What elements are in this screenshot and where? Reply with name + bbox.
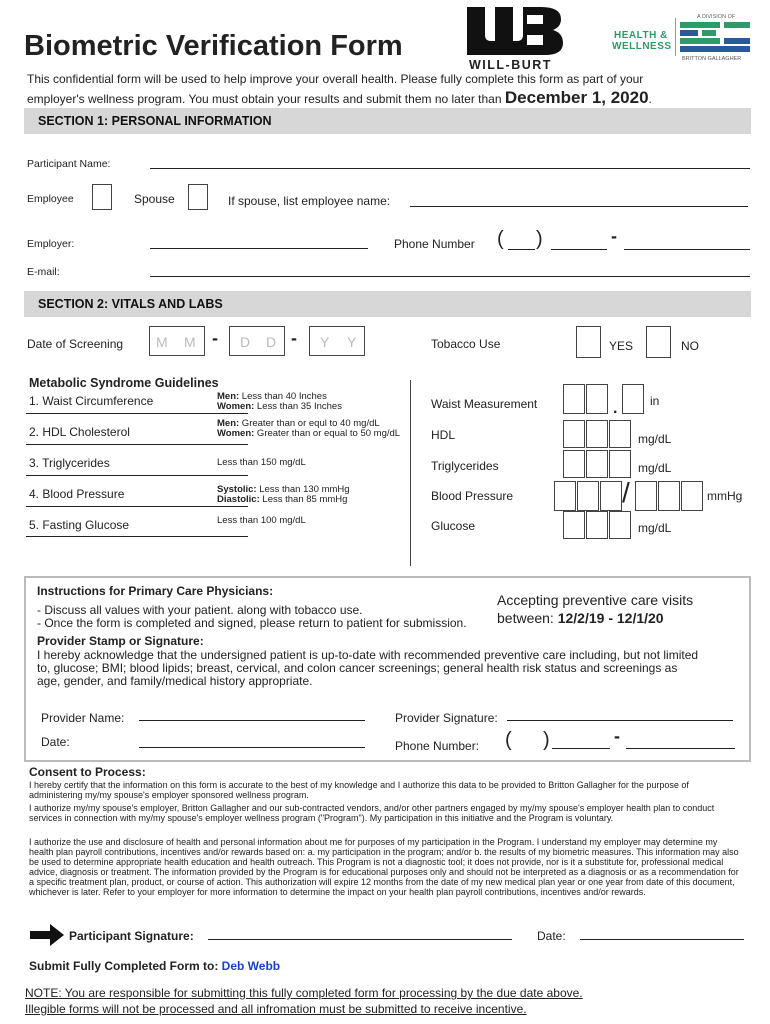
- hdl-men-prefix: Men:: [217, 418, 240, 429]
- hw-mark-icon: [680, 22, 750, 54]
- arrow-right-icon: [30, 924, 64, 946]
- employee-checkbox[interactable]: [92, 184, 112, 210]
- deadline-date: December 1, 2020: [504, 88, 649, 107]
- bp-sys-digit-box-3[interactable]: [600, 481, 622, 511]
- email-field[interactable]: [150, 276, 750, 277]
- guideline-separator: [26, 444, 248, 445]
- trig-digit-box-2[interactable]: [586, 450, 608, 478]
- physician-bullet-1: - Discuss all values with your patient. along with tobacco use.: [37, 603, 363, 617]
- acknowledgement-line-3: age, gender, and family/medical history appropriate.: [37, 674, 313, 688]
- page-title: Biometric Verification Form: [24, 30, 403, 62]
- phone-label: Phone Number: [394, 237, 475, 251]
- submit-recipient: Deb Webb: [221, 959, 281, 973]
- bp-dia-prefix: Diastolic:: [217, 494, 260, 505]
- intro-line-2: [27, 88, 652, 108]
- acknowledgement-line-1: I hereby acknowledge that the undersigned patient is up-to-date with recommended preventive care including, but not limited: [37, 648, 699, 662]
- acknowledgement-line-2: to, glucose; BMI; blood lipids; breast, cervical, and colon cancer screenings; general health risk status and screenings as: [37, 661, 678, 675]
- hw-divider: [675, 18, 676, 56]
- glucose-digit-box-3[interactable]: [609, 511, 631, 539]
- provider-phone-line-field[interactable]: [626, 748, 735, 749]
- intro-text: employer's wellness program. You must obtain your results and submit them no later than: [27, 92, 502, 106]
- day-placeholder-2: D: [266, 334, 277, 350]
- guideline-name-waist: 1. Waist Circumference: [29, 394, 154, 408]
- participant-name-field[interactable]: [150, 168, 750, 169]
- provider-phone-label: Phone Number:: [395, 739, 480, 753]
- accepting-line-2: [497, 610, 664, 626]
- phone-dash: -: [611, 226, 617, 246]
- employer-label: Employer:: [27, 238, 75, 250]
- waist-digit-box-2[interactable]: [586, 384, 608, 414]
- guideline-separator: [26, 536, 248, 537]
- accepting-between: between:: [497, 610, 558, 626]
- trig-digit-box-1[interactable]: [563, 450, 585, 478]
- bp-unit: mmHg: [707, 489, 743, 503]
- waist-women-prefix: Women:: [217, 401, 255, 412]
- spouse-checkbox[interactable]: [188, 184, 208, 210]
- provider-name-label: Provider Name:: [41, 711, 125, 725]
- yes-label: YES: [609, 339, 634, 353]
- wb-logo-mark: [465, 5, 565, 57]
- participant-date-label: Date:: [537, 929, 566, 943]
- guideline-name-glucose: 5. Fasting Glucose: [29, 518, 130, 532]
- hw-line2: WELLNESS: [612, 41, 672, 52]
- month-placeholder-2: M: [184, 334, 196, 350]
- waist-digit-box-1[interactable]: [563, 384, 585, 414]
- tobacco-use-label: Tobacco Use: [431, 337, 501, 351]
- glucose-unit: mg/dL: [638, 521, 672, 535]
- date-day-box[interactable]: [229, 326, 285, 356]
- guideline-criteria-bp: [217, 485, 350, 505]
- health-wellness-logo: [612, 14, 752, 62]
- bp-dia-digit-box-2[interactable]: [658, 481, 680, 511]
- accepting-line-1: Accepting preventive care visits: [497, 592, 694, 608]
- accepting-dates: 12/2/19 - 12/1/20: [557, 610, 664, 626]
- provider-signature-field[interactable]: [507, 720, 733, 721]
- month-placeholder-1: M: [156, 334, 168, 350]
- date-dash-2: -: [291, 328, 297, 348]
- participant-name-label: Participant Name:: [27, 158, 111, 170]
- no-label: NO: [681, 339, 699, 353]
- division-text: A DIVISION OF: [697, 14, 736, 20]
- section-1-header: [24, 108, 751, 134]
- waist-men-prefix: Men:: [217, 391, 240, 402]
- bp-sys-digit-box-2[interactable]: [577, 481, 599, 511]
- provider-date-label: Date:: [41, 735, 70, 749]
- waist-men-text: Less than 40 Inches: [239, 391, 327, 402]
- employer-field[interactable]: [150, 248, 368, 249]
- waist-decimal-point: .: [613, 400, 618, 417]
- hw-line1: HEALTH &: [614, 30, 668, 41]
- spouse-label: Spouse: [134, 192, 175, 206]
- phone-area-field[interactable]: [508, 249, 535, 250]
- guideline-name-hdl: 2. HDL Cholesterol: [29, 425, 130, 439]
- glucose-digit-box-2[interactable]: [586, 511, 608, 539]
- bp-sys-prefix: Systolic:: [217, 484, 257, 495]
- note-line-2: Illegible forms will not be processed and all infromation must be submitted to receive incentive.: [25, 1002, 527, 1016]
- phone-prefix-field[interactable]: [551, 249, 607, 250]
- provider-phone-paren-open: (: [505, 729, 512, 751]
- date-dash-1: -: [212, 328, 218, 348]
- guideline-criteria-glucose: Less than 100 mg/dL: [217, 515, 306, 526]
- hdl-men-text: Greater than or equl to 40 mg/dL: [239, 418, 380, 429]
- will-burt-logo: [465, 5, 565, 73]
- participant-signature-label: Participant Signature:: [69, 929, 194, 943]
- submit-label: Submit Fully Completed Form to:: [29, 959, 222, 973]
- section-2-title: SECTION 2: VITALS AND LABS: [38, 297, 223, 311]
- bp-sys-digit-box-1[interactable]: [554, 481, 576, 511]
- submit-line: [29, 959, 280, 973]
- spouse-employee-field[interactable]: [410, 206, 748, 207]
- guideline-separator: [26, 413, 248, 414]
- provider-phone-dash: -: [614, 726, 620, 746]
- tobacco-yes-checkbox[interactable]: [576, 326, 601, 358]
- email-label: E-mail:: [27, 266, 60, 278]
- phone-paren-open: (: [497, 228, 504, 250]
- hdl-label: HDL: [431, 428, 456, 442]
- bp-dia-digit-box-1[interactable]: [635, 481, 657, 511]
- guideline-criteria-hdl: [217, 419, 400, 439]
- tobacco-no-checkbox[interactable]: [646, 326, 671, 358]
- hdl-women-text: Greater than or equal to 50 mg/dL: [254, 428, 401, 439]
- section-1-title: SECTION 1: PERSONAL INFORMATION: [38, 114, 272, 128]
- provider-name-field[interactable]: [139, 720, 365, 721]
- day-placeholder-1: D: [240, 334, 251, 350]
- hw-company: BRITTON GALLAGHER: [682, 56, 742, 62]
- guidelines-title: Metabolic Syndrome Guidelines: [29, 376, 219, 390]
- triglycerides-label: Triglycerides: [431, 459, 499, 473]
- deadline-period: .: [648, 92, 652, 106]
- bp-dia-text: Less than 85 mmHg: [259, 494, 348, 505]
- physician-instructions-title: Instructions for Primary Care Physicians:: [37, 584, 274, 598]
- consent-title: Consent to Process:: [29, 765, 146, 779]
- guideline-name-bp: 4. Blood Pressure: [29, 487, 125, 501]
- waist-decimal-box[interactable]: [622, 384, 644, 414]
- provider-date-field[interactable]: [139, 747, 365, 748]
- guideline-separator: [26, 475, 248, 476]
- provider-phone-prefix-field[interactable]: [552, 748, 610, 749]
- note-line-1: NOTE: You are responsible for submitting this fully completed form for processing by the due date above.: [25, 986, 583, 1000]
- hdl-digit-box-3[interactable]: [609, 420, 631, 448]
- year-placeholder-2: Y: [347, 334, 357, 350]
- guideline-separator: [26, 506, 248, 507]
- date-of-screening-label: Date of Screening: [27, 337, 124, 351]
- participant-date-field[interactable]: [580, 939, 744, 940]
- guideline-criteria-waist: [217, 392, 342, 412]
- physician-bullet-2: - Once the form is completed and signed, please return to patient for submission.: [37, 616, 467, 630]
- year-placeholder-1: Y: [320, 334, 330, 350]
- phone-paren-close: ): [536, 228, 543, 250]
- guidelines-divider: [410, 380, 411, 566]
- spouse-employee-label: If spouse, list employee name:: [228, 194, 391, 208]
- blood-pressure-label: Blood Pressure: [431, 489, 514, 503]
- bp-sys-text: Less than 130 mmHg: [256, 484, 350, 495]
- bp-dia-digit-box-3[interactable]: [681, 481, 703, 511]
- triglycerides-unit: mg/dL: [638, 461, 672, 475]
- guideline-criteria-triglycerides: Less than 150 mg/dL: [217, 457, 306, 468]
- employee-label: Employee: [27, 193, 74, 205]
- trig-digit-box-3[interactable]: [609, 450, 631, 478]
- provider-phone-paren-close: ): [543, 729, 550, 751]
- consent-paragraph-2: I authorize my/my spouse's employer, Britton Gallagher and our sub-contracted vendors, and/or other partners engaged by my/my spouse's employer health plan to conduct services in connection with my/my spouse's employer wellness program ("Program"). My participation in this initiative and the Program is voluntary.: [29, 803, 715, 823]
- participant-signature-field[interactable]: [208, 939, 512, 940]
- hdl-digit-box-1[interactable]: [563, 420, 585, 448]
- hdl-women-prefix: Women:: [217, 428, 255, 439]
- waist-unit: in: [650, 394, 660, 408]
- bp-slash: /: [622, 477, 630, 508]
- intro-line-1: This confidential form will be used to help improve your overall health. Please fully complete this form as part of your: [27, 72, 644, 86]
- section-2-header: [24, 291, 751, 317]
- phone-line-field[interactable]: [624, 249, 750, 250]
- consent-paragraph-3: I authorize the use and disclosure of health and personal information about me for purposes of my participation in the Program. I understand my employer may determine my health plan payroll contributions, incentives and/or rewards based on: a. my participation in the program; and/or b. the results of my biometric measures. This information may also be used to determine appropriate health education and health outreach. This Program is not a diagnostic tool; it does not provide, nor is it a substitute for, professional medical advice, diagnosis or treatment. The information provided by the Program is for educational purposes only and should not be interpreted as a diagnosis or as a recommendation for a specific treatment plan, product, or course of action. This authorization will expire 12 months from the date of my new medical plan year or one year from date of this document, whichever is later. Refer to your employer for more information to determine the impact on your health plan payroll contributions, incentives and/or rewards.: [29, 837, 739, 897]
- hdl-unit: mg/dL: [638, 432, 672, 446]
- hdl-digit-box-2[interactable]: [586, 420, 608, 448]
- consent-paragraph-1: I hereby certify that the information on this form is accurate to the best of my knowledge and I authorize this data to be provided to Britton Gallagher for the purpose of administering my/my spouse's employer sponsored wellness program.: [29, 780, 689, 800]
- logo-wordmark: WILL-BURT: [469, 58, 552, 72]
- waist-measurement-label: Waist Measurement: [431, 397, 538, 411]
- date-month-box[interactable]: [149, 326, 205, 356]
- waist-women-text: Less than 35 Inches: [254, 401, 342, 412]
- provider-stamp-title: Provider Stamp or Signature:: [37, 634, 204, 648]
- provider-signature-label: Provider Signature:: [395, 711, 498, 725]
- guideline-name-triglycerides: 3. Triglycerides: [29, 456, 110, 470]
- glucose-label: Glucose: [431, 519, 476, 533]
- date-year-box[interactable]: [309, 326, 365, 356]
- glucose-digit-box-1[interactable]: [563, 511, 585, 539]
